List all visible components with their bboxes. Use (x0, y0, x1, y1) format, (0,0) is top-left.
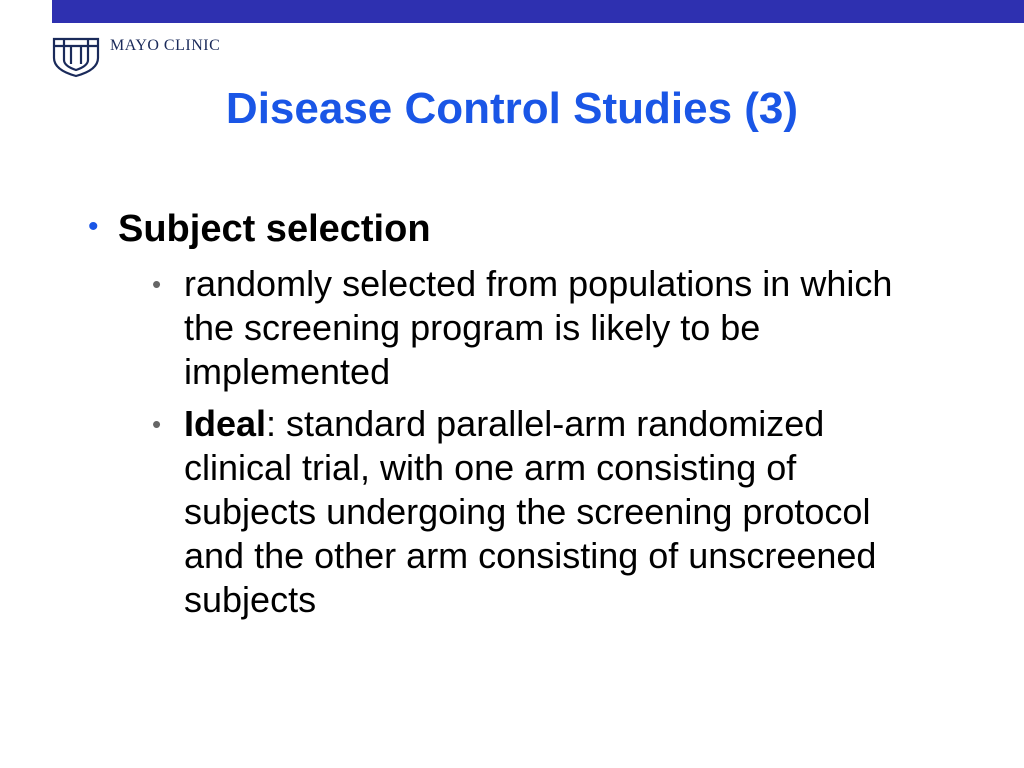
sub-bullet-dot-icon: • (152, 409, 162, 439)
slide-title: Disease Control Studies (3) (225, 84, 799, 133)
ideal-label: Ideal (184, 403, 267, 444)
bullet-subject-selection (88, 205, 431, 253)
bullet-dot-icon: • (88, 210, 99, 243)
sub-bullet-dot-icon: • (152, 269, 162, 299)
ideal-description: : standard parallel-arm randomized clinical trial, with one arm consisting of subjects undergoing the screening protocol and the other arm consisting of unscreened subjects (184, 403, 877, 620)
mayo-clinic-logo (50, 34, 220, 78)
mayo-shield-icon (50, 34, 102, 78)
sub-bullet-ideal (152, 402, 912, 622)
header-bar (52, 0, 1024, 23)
logo-text: MAYO CLINIC (110, 37, 221, 54)
sub-bullet-text (184, 402, 912, 622)
bullet-heading: Subject selection (118, 208, 431, 250)
sub-bullet-random-selection (152, 262, 912, 394)
sub-bullet-text: randomly selected from populations in which the screening program is likely to be implemented (184, 263, 893, 392)
